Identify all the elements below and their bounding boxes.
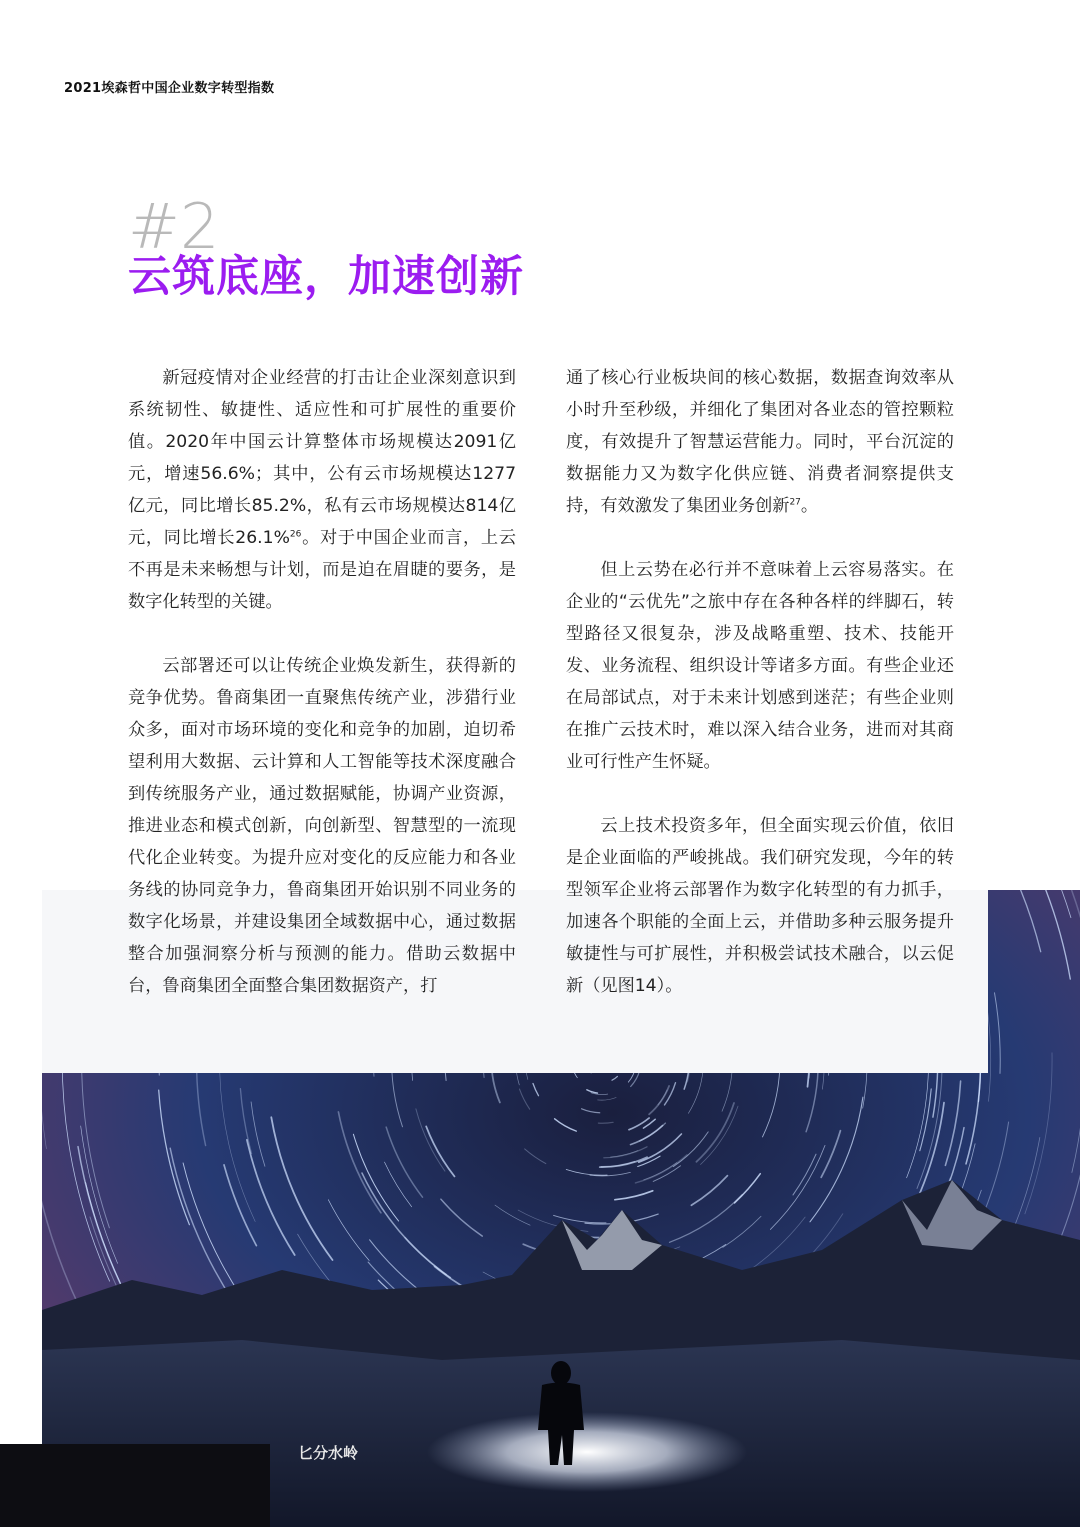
- section-number: #2: [128, 190, 220, 263]
- paragraph: 云上技术投资多年，但全面实现云价值，依旧是企业面临的严峻挑战。我们研究发现，今年的转型领军企业将云部署作为数字化转型的有力抓手，加速各个职能的全面上云，并借助多种云服务提升敏捷性与可扩展性，并积极尝试技术融合，以云促新（见图14）。: [566, 816, 954, 996]
- footer-label: 匕分水岭: [298, 1444, 359, 1462]
- footnote-ref: 26: [289, 529, 302, 540]
- right-text-column: [566, 362, 954, 1034]
- footer-bar: [0, 1444, 270, 1527]
- paragraph: 新冠疫情对企业经营的打击让企业深刻意识到系统韧性、敏捷性、适应性和可扩展性的重要价值。2020年中国云计算整体市场规模达2091亿元，增速56.6%；其中，公有云市场规模达1277亿元，同比增长85.2%，私有云市场规模达814亿元，同比增长26.1%$^{26}$。对于中国企业而言，上云不再是未来畅想与计划，而是迫在眉睫的要务，是数字化转型的关键。: [128, 368, 516, 612]
- paragraph: 但上云势在必行并不意味着上云容易落实。在企业的“云优先”之旅中存在各种各样的绊脚石，转型路径又很复杂，涉及战略重塑、技术、技能开发、业务流程、组织设计等诸多方面。有些企业还在局部试点，对于未来计划感到迷茫；有些企业则在推广云技术时，难以深入结合业务，进而对其商业可行性产生怀疑。: [566, 560, 954, 772]
- section-title: 云筑底座，加速创新: [128, 252, 524, 302]
- left-text-column: [128, 362, 516, 1034]
- paragraph: 云部署还可以让传统企业焕发新生，获得新的竞争优势。鲁商集团一直聚焦传统产业，涉猎行业众多，面对市场环境的变化和竞争的加剧，迫切希望利用大数据、云计算和人工智能等技术深度融合到传统服务产业，通过数据赋能，协调产业资源，推进业态和模式创新，向创新型、智慧型的一流现代化企业转变。为提升应对变化的反应能力和各业务线的协同竞争力，鲁商集团开始识别不同业务的数字化场景，并建设集团全域数据中心，通过数据整合加强洞察分析与预测的能力。借助云数据中台，鲁商集团全面整合集团数据资产，打: [128, 656, 516, 996]
- paragraph: 通了核心行业板块间的核心数据，数据查询效率从小时升至秒级，并细化了集团对各业态的管控颗粒度，有效提升了智慧运营能力。同时，平台沉淀的数据能力又为数字化供应链、消费者洞察提供支持，有效激发了集团业务创新$^{27}$。: [566, 368, 954, 516]
- running-header: 2021埃森哲中国企业数字转型指数: [64, 81, 275, 96]
- footnote-ref: 27: [789, 497, 801, 508]
